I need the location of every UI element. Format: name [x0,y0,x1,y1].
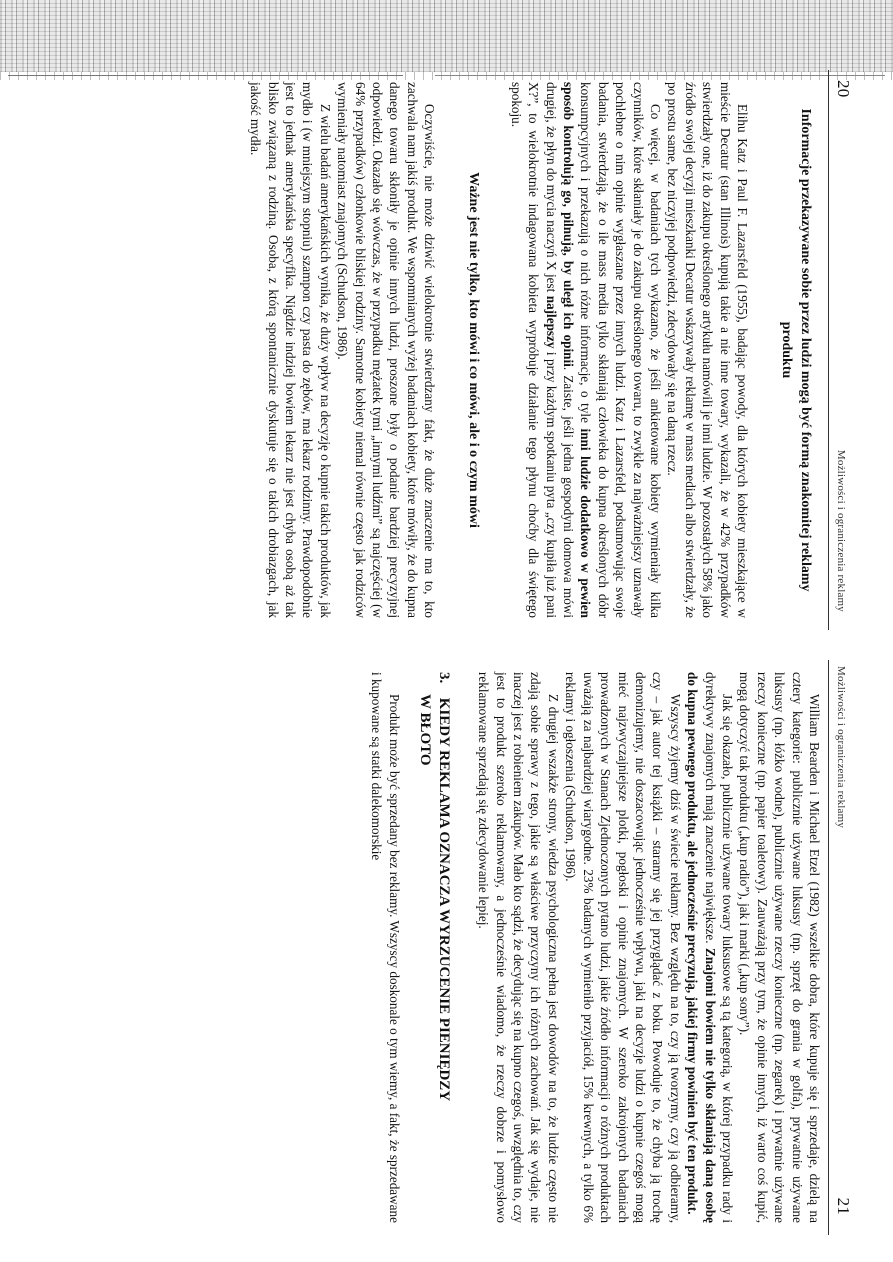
paragraph: Co więcej, w badaniach tych wykazano, że jeśli ankietowane kobiety wymieniały kilka czynników, które skłaniały je do zakupu określonego towaru, to zwykle za najważniejszy uznawały pochlebne o nim opinie wygłaszane przez innych ludzi. Katz i Lazarsfeld, podsumowując swoje badania, stwierdzają, że o ile mass media tylko skłaniają człowieka do kupna określonych dóbr konsumpcyjnych i przekazują o nich różne informacje, o tyle inni ludzie dodatkowo w pewien sposób kontrolują go, pilnują, by uległ ich opinii. Zaiste, jeśli jedna gospodyni domowa mówi drugiej, że płyn do mycia naczyń X jest najlepszy i przy każdym spotkaniu pyta „czy kupiła już pani X?”, to wielokrotnie indagowana kobieta wypróbuje działanie tego płynu choćby dla świętego spokoju. [508,82,663,618]
right-running-head [828,660,853,1235]
left-body [247,70,823,630]
section-heading: Ważne jest nie tylko, kto mówi i co mówi, ale i o czym mówi [466,172,482,528]
running-title: Możliwości i ograniczenia reklamy [835,449,847,612]
section-heading: Informacje przekazywane sobie przez ludzi mogą być formą znakomitej reklamy produktu [779,108,813,592]
paragraph: Oczywiście, nie może dziwić wielokrotnie stwierdzany fakt, że duże znaczenie ma to, kto zachwala nam jakiś produkt. We wspomnianych wyżej badaniach kobiety, które mówiły, że do kupna danego towaru skłoniły je opinie innych ludzi, proszone były o podanie bardziej precyzyjnej odpowiedzi. Okazało się wówczas, że w przypadku mężatek tymi „innymi ludźmi” są najczęściej (w 64% przypadków) członkowie bliskiej rodziny. Samotne kobiety niemal równie często jak rodziców wymieniały natomiast znajomych (Schudson, 1986). [335,82,438,618]
right-body [368,660,823,1235]
paragraph: Z drugiej wszakże strony, wiedza psychologiczna pełna jest dowodów na to, że ludzie często nie zdają sobie sprawy z tego, jakie są właściwe przyczyny ich różnych zachowań. Jak się wydaje, nie inaczej jest z robieniem zakupów. Mało kto sądzi, że decydując się na kupno czegoś, uwzględnia to, czy jest to produkt szeroko reklamowany, a jednocześnie wiadomo, że rzeczy dobrze i pomysłowo reklamowane sprzedają się zdecydowanie lepiej. [476,672,561,1223]
left-running-head [828,70,853,630]
paragraph: Wszyscy żyjemy dziś w świecie reklamy. Bez względu na to, czy ją tworzymy, czy ją odbieramy, czy – jak autor tej książki – staramy się jej przyglądać z boku. Powoduje to, że chyba ją trochę demonizujemy, nie doszacowując jednocześnie wpływu, jaki na decyzje ludzi o kupnie czegoś mogą mieć najzwyczajniejsze plotki, pogłoski i opinie znajomych. W szeroko zakrojonych badaniach prowadzonych w Stanach Zjednoczonych pytano ludzi, jakie źródło informacji o różnych produktach uważają za najbardziej wiarygodne. 23% badanych wymieniło przyjaciół, 15% krewnych, a tylko 6% reklamy i ogłoszenia (Schudson, 1986). [563,672,683,1223]
page-number: 21 [834,1197,853,1215]
left-page [0,70,893,630]
paragraph: William Bearden i Michael Etzel (1982) wszelkie dobra, które kupuje się i sprzedaje, dzielą na cztery kategorie: publicznie używane luksusy (np. sprzęt do grania w golfa), prywatnie używane luksusy (np. łóżko wodne), publicznie używane rzeczy konieczne (np. zegarek) i prywatnie używane rzeczy konieczne (np. papier toaletowy). Zauważają przy tym, że opinie innych, iż warto coś kupić, mogą dotyczyć tak produktu („kup radio”), jak i marki („kup sony”). [737,672,822,1223]
chapter-heading: 3. KIEDY REKLAMA OZNACZA WYRZUCENIE PIENIĘDZY W BŁOTO [416,672,452,1102]
right-page [0,660,893,1235]
page-number: 20 [834,80,853,98]
paragraph: Jak się okazało, publicznie używane towary luksusowe są tą kategorią, w której przypadku rady i dyrektywy znajomych mają znaczenie największe. Znajomi bowiem nie tylko skłaniają daną osobę do kupna pewnego produktu, ale jednocześnie precyzują, jakiej firmy powinien być ten produkt. [685,672,735,1224]
running-title: Możliwości i ograniczenia reklamy [835,666,847,829]
paragraph: Elihu Katz i Paul F. Lazarsfeld (1955), badając powody, dla których kobiety mieszkające w mieście Decatur (stan Illinois) kupują takie a nie inne towary, wykazali, że w 42% przypadków stwierdzały one, iż do zakupu określonego artykułu namówili je inni ludzie. W pozostałych 58% jako źródło swojej decyzji mieszkanki Decatur wskazywały reklamę w mass mediach albo stwierdzały, że po prostu same, bez niczyjej podpowiedzi, zdecydowały się na daną rzecz. [665,82,750,618]
paragraph: Z wielu badań amerykańskich wynika, że duży wpływ na decyzję o kupnie takich produktów, jak mydło i (w mniejszym stopniu) szampon czy pasta do zębów, ma lekarz rodzinny. Prawdopodobnie jest to jednak amerykańska specyfika. Nigdzie indziej bowiem lekarz nie jest chyba osobą aż tak blisko związaną z rodziną. Osoba, z którą spontanicznie dyskutuje się o takich drobiazgach, jak jakość mydła. [248,82,333,618]
paragraph: Produkt może być sprzedany bez reklamy. Wszyscy doskonale o tym wiemy, a fakt, że sprzedawane i kupowane są statki dalekomorskie [369,672,402,1223]
